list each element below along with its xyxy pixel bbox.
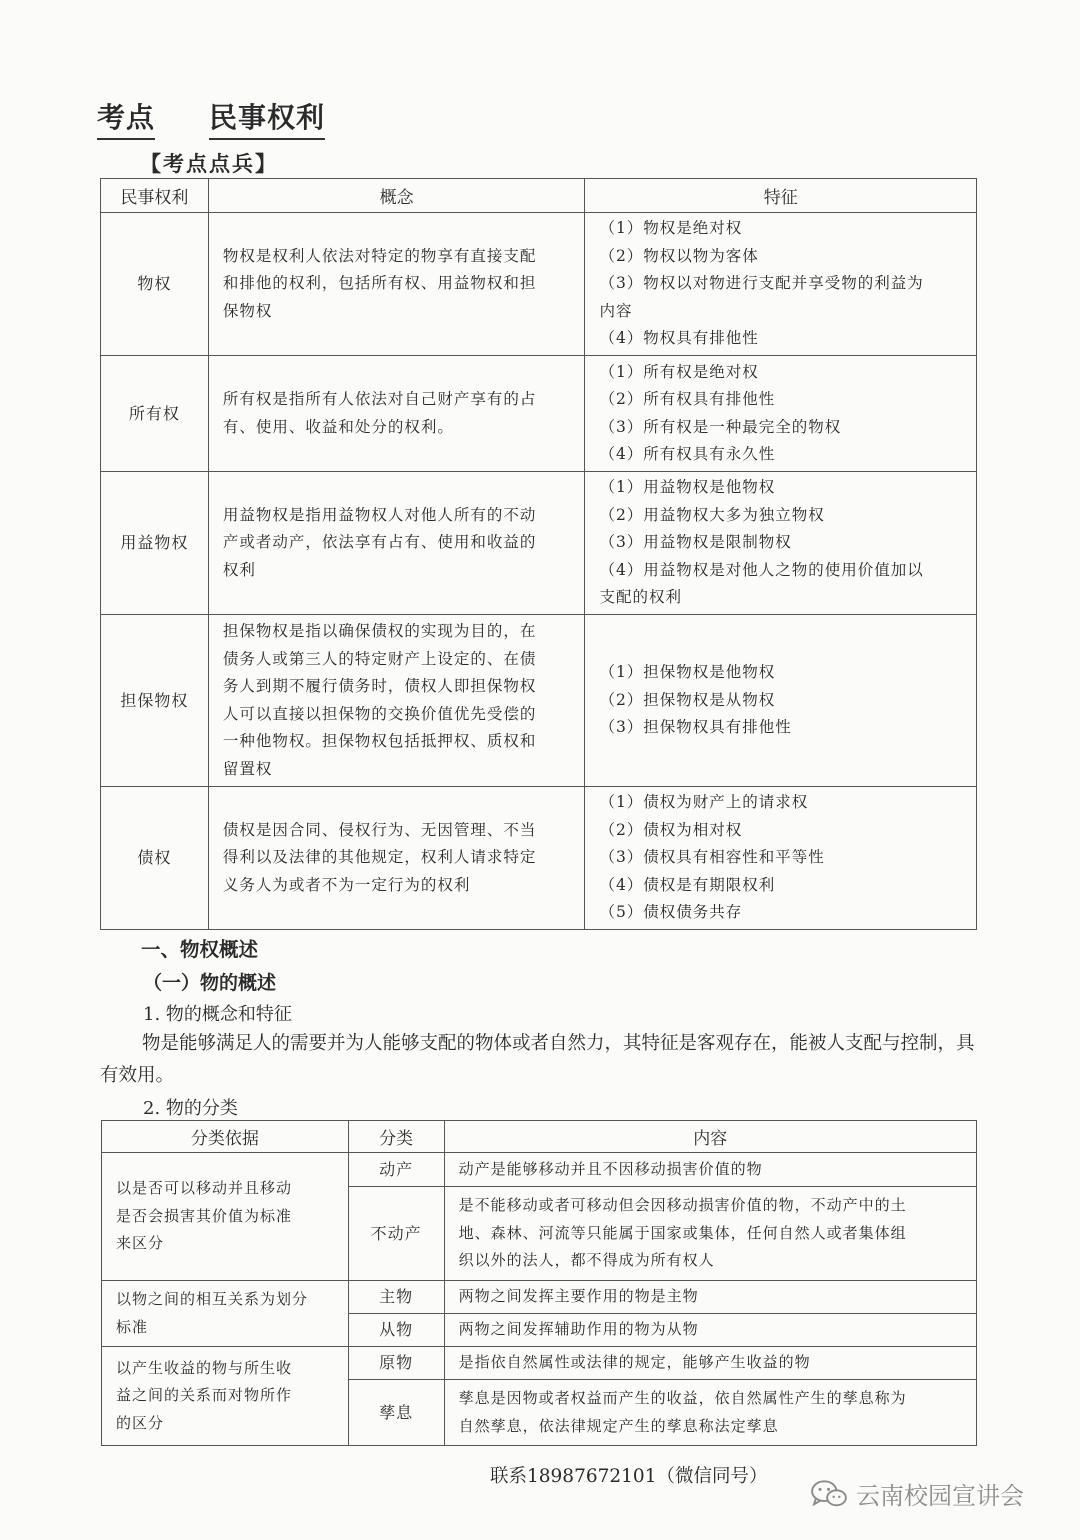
category-content bbox=[444, 1380, 976, 1446]
text-line: 标准 bbox=[116, 1317, 149, 1336]
text-line: 是不能移动或者可移动但会因移动损害价值的物，不动产中的土 bbox=[458, 1196, 907, 1215]
right-concept bbox=[208, 472, 585, 615]
right-features bbox=[585, 615, 977, 787]
text-line: 两物之间发挥主要作用的物是主物 bbox=[458, 1287, 699, 1306]
item-heading: 1. 物的概念和特征 bbox=[143, 1004, 292, 1025]
property-classification-table bbox=[101, 1120, 977, 1446]
table-row bbox=[101, 356, 977, 472]
text-line: 是指依自然属性或法律的规定，能够产生收益的物 bbox=[458, 1353, 811, 1372]
text-line: 债权是因合同、侵权行为、无因管理、不当 bbox=[222, 820, 537, 839]
text-line: （1）用益物权是他物权 bbox=[599, 478, 776, 497]
right-concept bbox=[208, 787, 585, 930]
table-row bbox=[101, 472, 977, 615]
text-line: 以是否可以移动并且移动 bbox=[116, 1179, 293, 1198]
category-name: 原物 bbox=[348, 1347, 444, 1380]
heading-title: 民事权利 bbox=[209, 96, 325, 140]
text-line: （1）担保物权是他物权 bbox=[599, 663, 776, 682]
text-line: （2）担保物权是从物权 bbox=[599, 690, 776, 709]
right-concept bbox=[208, 213, 585, 356]
text-line: （2）物权以物为客体 bbox=[599, 246, 759, 265]
category-name: 动产 bbox=[348, 1153, 444, 1187]
column-header: 特征 bbox=[585, 179, 977, 213]
watermark bbox=[810, 1476, 1024, 1511]
right-name: 担保物权 bbox=[101, 615, 209, 787]
right-features bbox=[585, 787, 977, 930]
category-content bbox=[444, 1281, 976, 1314]
column-header: 民事权利 bbox=[101, 179, 209, 213]
text-line: 义务人为或者不为一定行为的权利 bbox=[222, 875, 471, 894]
right-features bbox=[585, 356, 977, 472]
text-line: （3）物权以对物进行支配并享受物的利益为 bbox=[599, 274, 924, 293]
text-line: （1）物权是绝对权 bbox=[599, 219, 743, 238]
right-name: 物权 bbox=[101, 213, 209, 356]
text-line: 用益物权是指用益物权人对他人所有的不动 bbox=[222, 505, 537, 524]
table-header-row bbox=[101, 179, 977, 213]
contact-footer: 联系18987672101（微信同号） bbox=[490, 1466, 768, 1487]
text-line: 人可以直接以担保物的交换价值优先受偿的 bbox=[222, 704, 537, 723]
page-heading bbox=[97, 96, 325, 140]
text-line: 自然孳息，依法律规定产生的孳息称法定孳息 bbox=[458, 1416, 779, 1435]
text-line: （2）用益物权大多为独立物权 bbox=[599, 505, 825, 524]
text-line: （3）所有权是一种最完全的物权 bbox=[599, 417, 842, 436]
text-line: 担保物权是指以确保债权的实现为目的，在 bbox=[222, 622, 537, 640]
text-line: （4）物权具有排他性 bbox=[599, 329, 759, 348]
classification-basis bbox=[102, 1153, 349, 1281]
category-content bbox=[444, 1347, 976, 1380]
text-line: 益之间的关系而对物所作 bbox=[116, 1386, 293, 1405]
right-concept bbox=[208, 615, 585, 787]
table-row bbox=[101, 787, 977, 930]
text-line: （5）债权债务共存 bbox=[599, 903, 743, 922]
text-line: 孳息是因物或者权益而产生的收益，依自然属性产生的孳息称为 bbox=[458, 1389, 907, 1407]
table-row bbox=[101, 615, 977, 787]
right-concept bbox=[208, 356, 585, 472]
text-line: （1）所有权是绝对权 bbox=[599, 362, 759, 381]
text-line: 产或者动产，依法享有占有、使用和收益的 bbox=[222, 533, 537, 552]
text-line: （3）担保物权具有排他性 bbox=[599, 718, 792, 737]
wechat-icon bbox=[810, 1479, 848, 1509]
classification-basis bbox=[102, 1347, 349, 1446]
right-name: 所有权 bbox=[101, 356, 209, 472]
text-line: （3）债权具有相容性和平等性 bbox=[599, 848, 825, 867]
item-heading: 2. 物的分类 bbox=[143, 1098, 238, 1119]
text-line: 以物之间的相互关系为划分 bbox=[116, 1290, 309, 1308]
section-subheading: 【考点点兵】 bbox=[140, 152, 278, 176]
text-line: 物权是权利人依法对特定的物享有直接支配 bbox=[222, 246, 537, 265]
text-line: 是否会损害其价值为标准 bbox=[116, 1206, 293, 1225]
text-line: 以产生收益的物与所生收 bbox=[116, 1358, 293, 1377]
column-header: 概念 bbox=[208, 179, 585, 213]
right-name: 债权 bbox=[101, 787, 209, 930]
text-line: （2）所有权具有排他性 bbox=[599, 390, 776, 408]
column-header: 内容 bbox=[444, 1121, 976, 1153]
right-features bbox=[585, 472, 977, 615]
text-line: 织以外的法人，都不得成为所有权人 bbox=[458, 1251, 715, 1270]
subsection-heading: （一）物的概述 bbox=[143, 972, 277, 994]
section-heading: 一、物权概述 bbox=[141, 938, 259, 961]
civil-rights-table bbox=[100, 178, 977, 930]
text-line: 所有权是指所有人依法对自己财产享有的占 bbox=[222, 390, 537, 408]
body-paragraph: 物是能够满足人的需要并为人能够支配的物体或者自然力，其特征是客观存在，能被人支配与控制，具有效用。 bbox=[100, 1033, 975, 1086]
classification-basis bbox=[102, 1281, 349, 1347]
text-line: 支配的权利 bbox=[599, 588, 682, 607]
text-line: 地、森林、河流等只能属于国家或集体，任何自然人或者集体组 bbox=[458, 1223, 907, 1242]
category-content bbox=[444, 1314, 976, 1347]
heading-label: 考点 bbox=[97, 96, 155, 140]
text-line: 的区分 bbox=[116, 1413, 165, 1432]
text-line: 务人到期不履行债务时，债权人即担保物权 bbox=[222, 677, 537, 695]
table-row bbox=[102, 1153, 977, 1187]
text-line: 两物之间发挥辅助作用的物为从物 bbox=[458, 1320, 699, 1339]
text-line: 一种他物权。担保物权包括抵押权、质权和 bbox=[222, 732, 537, 750]
category-name: 从物 bbox=[348, 1314, 444, 1347]
table-row bbox=[101, 213, 977, 356]
text-line: （4）债权是有期限权利 bbox=[599, 875, 776, 894]
column-header: 分类依据 bbox=[102, 1121, 349, 1153]
text-line: （1）债权为财产上的请求权 bbox=[599, 793, 809, 812]
category-content bbox=[444, 1187, 976, 1281]
text-line: 债务人或第三人的特定财产上设定的、在债 bbox=[222, 649, 537, 668]
watermark-text: 云南校园宣讲会 bbox=[856, 1482, 1024, 1510]
table-row bbox=[102, 1347, 977, 1380]
text-line: （2）债权为相对权 bbox=[599, 820, 743, 839]
text-line: 内容 bbox=[599, 301, 633, 320]
text-line: 权利 bbox=[222, 560, 256, 579]
text-line: （4）用益物权是对他人之物的使用价值加以 bbox=[599, 560, 924, 579]
table-header-row bbox=[102, 1121, 977, 1153]
category-name: 主物 bbox=[348, 1281, 444, 1314]
text-line: 来区分 bbox=[116, 1234, 165, 1253]
right-features bbox=[585, 213, 977, 356]
right-name: 用益物权 bbox=[101, 472, 209, 615]
text-line: 保物权 bbox=[222, 301, 273, 320]
text-line: 动产是能够移动并且不因移动损害价值的物 bbox=[458, 1159, 763, 1178]
text-line: 和排他的权利，包括所有权、用益物权和担 bbox=[222, 274, 537, 293]
category-content bbox=[444, 1153, 976, 1187]
text-line: 有、使用、收益和处分的权利。 bbox=[222, 417, 454, 436]
text-line: （3）用益物权是限制物权 bbox=[599, 533, 792, 552]
text-line: 得利以及法律的其他规定，权利人请求特定 bbox=[222, 848, 537, 867]
text-line: （4）所有权具有永久性 bbox=[599, 445, 776, 463]
table-row bbox=[102, 1281, 977, 1314]
column-header: 分类 bbox=[348, 1121, 444, 1153]
text-line: 留置权 bbox=[222, 759, 273, 778]
category-name: 孳息 bbox=[348, 1380, 444, 1446]
category-name: 不动产 bbox=[348, 1187, 444, 1281]
